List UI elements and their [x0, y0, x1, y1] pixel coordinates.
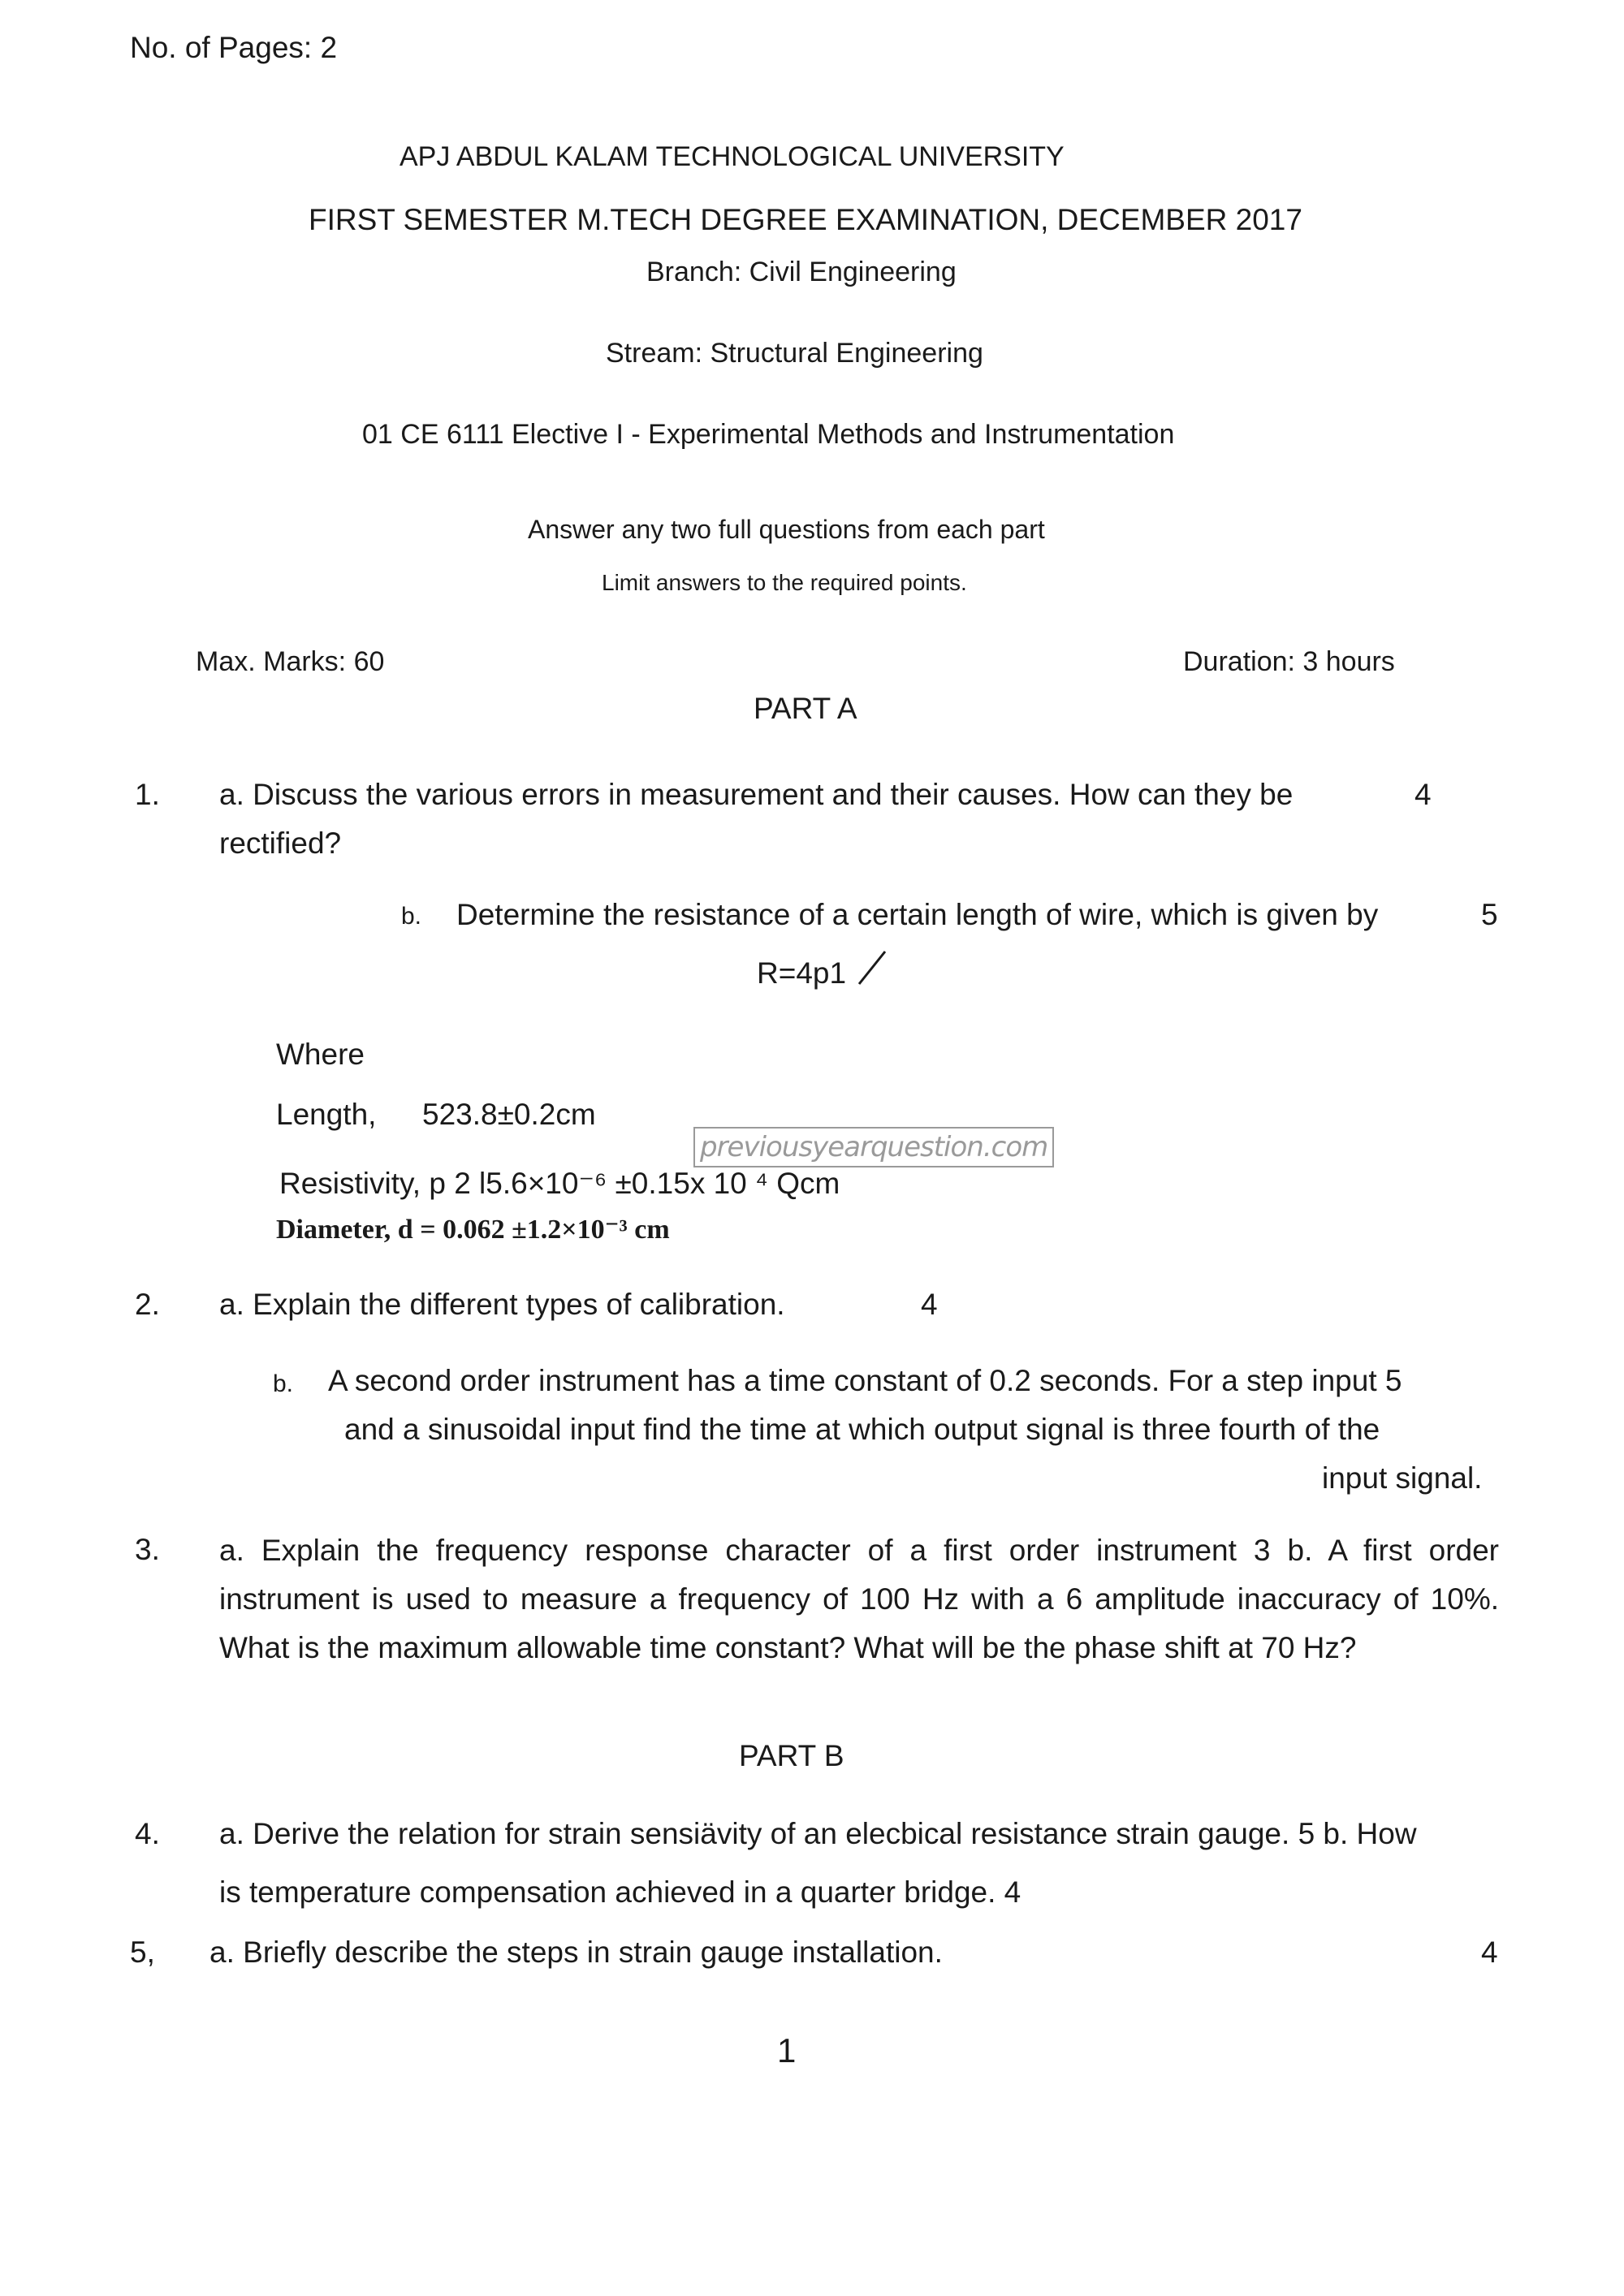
instruction-limit: Limit answers to the required points.	[602, 570, 967, 595]
formula-slash-mark	[856, 947, 888, 989]
exam-title: FIRST SEMESTER M.TECH DEGREE EXAMINATION, DECEMBER 2017	[309, 203, 1302, 236]
instruction-answer: Answer any two full questions from each part	[528, 515, 1045, 544]
length-label: Length,	[276, 1098, 377, 1131]
q1a-text: a. Discuss the various errors in measurement and their causes. How can they be	[219, 778, 1294, 811]
where-label: Where	[276, 1038, 365, 1071]
q2a-text: a. Explain the different types of calibration.	[219, 1288, 785, 1321]
university-name: APJ ABDUL KALAM TECHNOLOGICAL UNIVERSITY	[400, 141, 1065, 172]
q4-number: 4.	[135, 1817, 160, 1850]
branch: Branch: Civil Engineering	[646, 257, 957, 287]
q3-number: 3.	[135, 1533, 160, 1566]
q1a-marks: 4	[1415, 778, 1432, 811]
q2a-marks: 4	[921, 1288, 938, 1321]
q3-text: a. Explain the frequency response character of a first order instrument 3 b. A first order instrument is used to measure a frequency of 100 Hz with a 6 amplitude inaccuracy of 10%. What is the maximum allowable time constant? What will be the phase shift at 70 Hz?	[219, 1534, 1499, 1664]
q5-number: 5,	[130, 1936, 155, 1969]
q2b-line3: input signal.	[1322, 1461, 1483, 1495]
q1a-text-cont: rectified?	[219, 826, 342, 860]
part-a-title: PART A	[754, 692, 857, 725]
q2-number: 2.	[135, 1288, 160, 1321]
q2b-line2: and a sinusoidal input find the time at which output signal is three fourth of the	[344, 1413, 1380, 1446]
q1b-text: Determine the resistance of a certain length of wire, which is given by	[456, 898, 1379, 931]
q5-text: a. Briefly describe the steps in strain gauge installation.	[209, 1936, 943, 1969]
q4-line2: is temperature compensation achieved in a quarter bridge. 4	[219, 1875, 1021, 1909]
duration: Duration: 3 hours	[1183, 646, 1395, 677]
max-marks: Max. Marks: 60	[196, 646, 385, 677]
q1-number: 1.	[135, 778, 160, 811]
q2b-line1: A second order instrument has a time constant of 0.2 seconds. For a step input 5	[328, 1364, 1402, 1397]
q2b-label: b.	[273, 1370, 294, 1397]
q1b-formula: R=4p1	[757, 956, 847, 990]
resistivity-value: Resistivity, p 2 l5.6×10⁻⁶ ±0.15x 10 ⁴ Qcm	[279, 1167, 840, 1200]
page-number: 1	[777, 2031, 797, 2069]
q1b-label: b.	[401, 903, 422, 930]
diameter-value: Diameter, d = 0.062 ±1.2×10⁻³ cm	[276, 1215, 670, 1245]
q5-marks: 4	[1481, 1936, 1498, 1969]
watermark: previousyearquestion.com	[693, 1127, 1054, 1167]
page-count: No. of Pages: 2	[130, 31, 338, 64]
stream: Stream: Structural Engineering	[606, 338, 983, 369]
part-b-title: PART B	[739, 1739, 844, 1772]
course-title: 01 CE 6111 Elective I - Experimental Methods and Instrumentation	[362, 419, 1175, 450]
q4-line1: a. Derive the relation for strain sensiävity of an elecbical resistance strain gauge. 5 b. How	[219, 1817, 1417, 1850]
q1b-marks: 5	[1481, 898, 1498, 931]
length-value: 523.8±0.2cm	[422, 1098, 596, 1131]
